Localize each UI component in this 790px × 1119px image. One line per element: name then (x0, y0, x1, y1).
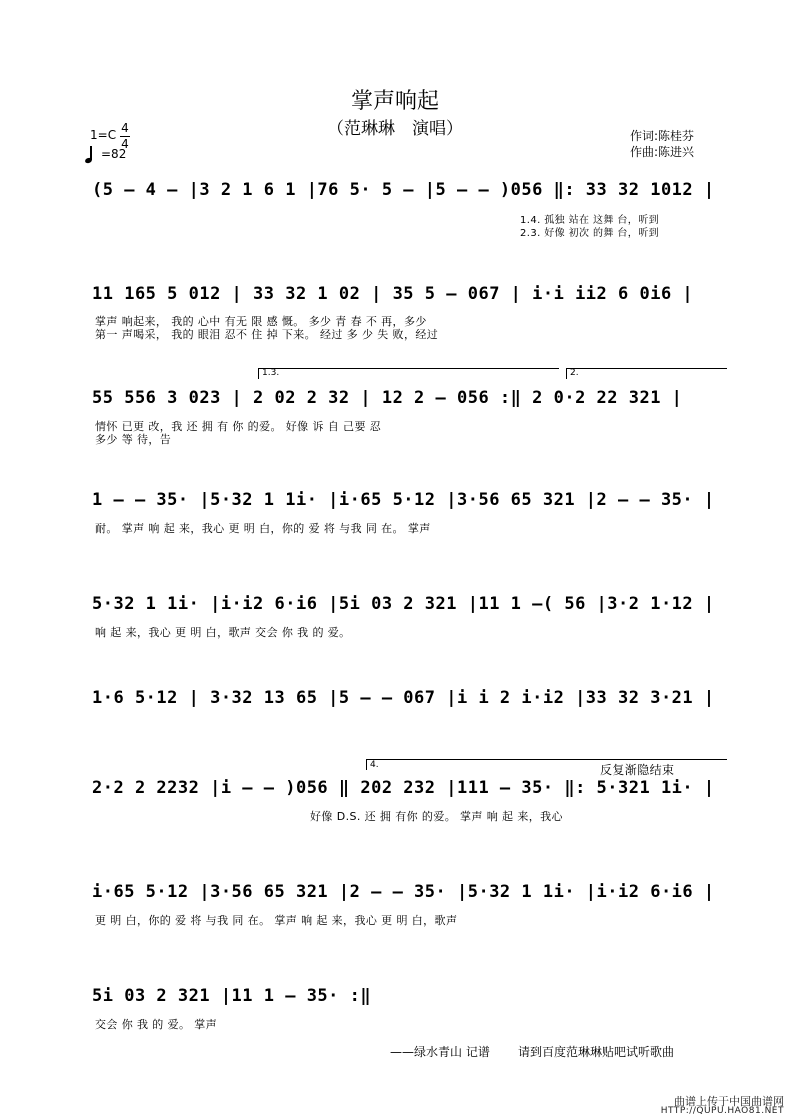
lyric-line-9a: 交会 你 我 的 爱。 掌声 (95, 1018, 218, 1031)
song-title: 掌声响起 (350, 89, 439, 114)
meter-top: 4 (121, 121, 129, 135)
composer: 作曲:陈进兴 (630, 145, 695, 159)
repeat-annotation: 反复渐隐结束 (600, 763, 675, 777)
score-line-2: 11 165 5 012 | 33 32 1 02 | 35 5 — 067 | i·i ii2 6 0i6 | (92, 284, 694, 304)
song-subtitle: （范琳琳 演唱） (327, 119, 463, 139)
watermark-line-1: 曲谱上传于中国曲谱网 (674, 1095, 784, 1108)
lyricist: 作词:陈桂芬 (630, 129, 695, 143)
score-line-9: 5i 03 2 321 |11 1 — 35· :‖ (92, 986, 372, 1006)
lyric-line-3a: 情怀 已更 改，我 还 拥 有 你 的爱。 好像 诉 自 己要 忍 (95, 420, 382, 433)
score-line-3: 55 556 3 023 | 2 02 2 32 | 12 2 — 056 :‖ 2 0·2 22 321 | (92, 388, 683, 408)
lyric-line-1a: 1.4. 孤独 站在 这舞 台，听到 (520, 215, 659, 226)
score-line-4: 1 — — 35· |5·32 1 1i· |i·65 5·12 |3·56 65 321 |2 — — 35· | (92, 490, 715, 510)
lyric-line-5a: 响 起 来，我心 更 明 白，歌声 交会 你 我 的 爱。 (95, 626, 351, 639)
score-line-5: 5·32 1 1i· |i·i2 6·i6 |5i 03 2 321 |11 1 —( 56 |3·2 1·12 | (92, 594, 715, 614)
lyric-line-1b: 2.3. 好像 初次 的舞 台，听到 (520, 228, 659, 239)
listen-note: 请到百度范琳琳贴吧试听歌曲 (518, 1045, 675, 1059)
volta-bracket-1 (258, 368, 559, 379)
lyric-line-2a: 掌声 响起来， 我的 心中 有无 限 感 慨。 多少 青 春 不 再，多少 (95, 315, 427, 328)
volta-label-1: 1.3. (262, 368, 280, 378)
transcriber-credit: ——绿水青山 记谱 (390, 1045, 490, 1059)
lyric-line-3b: 多少 等 待，告 (95, 433, 172, 446)
meter-bottom: 4 (121, 137, 129, 151)
score-line-1: (5 — 4 — |3 2 1 6 1 |76 5· 5 — |5 — — )056 ‖: 33 32 1012 | (92, 180, 715, 200)
score-line-7: 2·2 2 2232 |i — — )056 ‖ 202 232 |111 — 35· ‖: 5·321 1i· | (92, 778, 715, 798)
score-line-8: i·65 5·12 |3·56 65 321 |2 — — 35· |5·32 1 1i· |i·i2 6·i6 | (92, 882, 715, 902)
volta-label-4: 4. (370, 760, 379, 770)
volta-bracket-2 (566, 368, 727, 379)
volta-bracket-4 (366, 759, 727, 770)
tempo-marking (90, 146, 126, 161)
lyric-line-4a: 耐。 掌声 响 起 来，我心 更 明 白，你的 爱 将 与我 同 在。 掌声 (95, 522, 431, 535)
key-signature: 1=C (90, 128, 117, 142)
watermark-line-2: HTTP://QUPU.HAO81.NET (660, 1106, 784, 1116)
tempo-value: =82 (101, 147, 127, 161)
quarter-note-icon (90, 146, 97, 160)
lyric-line-8a: 更 明 白，你的 爱 将 与我 同 在。 掌声 响 起 来，我心 更 明 白，歌声 (95, 914, 458, 927)
lyric-line-7a: 好像 D.S. 还 拥 有你 的爱。 掌声 响 起 来，我心 (310, 810, 563, 823)
volta-label-2: 2. (570, 368, 579, 378)
credits (630, 128, 694, 160)
lyric-line-2b: 第一 声喝采， 我的 眼泪 忍不 住 掉 下来。 经过 多 少 失 败，经过 (95, 328, 439, 341)
score-line-6: 1·6 5·12 | 3·32 13 65 |5 — — 067 |i i 2 i·i2 |33 32 3·21 | (92, 688, 715, 708)
